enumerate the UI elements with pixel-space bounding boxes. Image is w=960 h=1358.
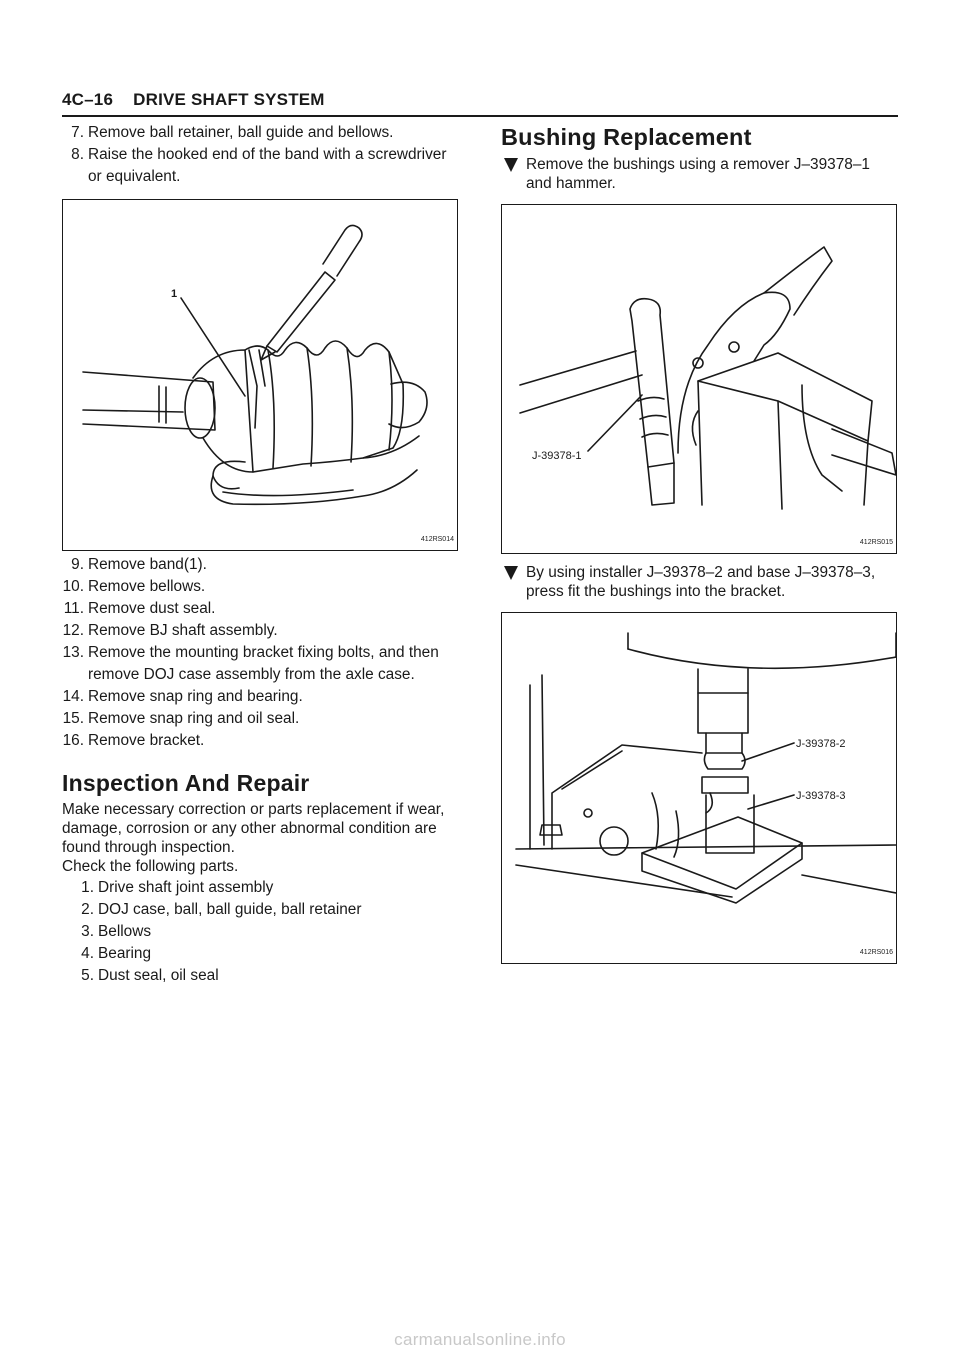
figure1-code: 412RS014 <box>420 536 454 543</box>
step-item <box>62 642 464 686</box>
step-item <box>62 708 464 730</box>
part-item <box>72 899 464 921</box>
page-header <box>62 90 325 110</box>
step-number: 7. <box>71 124 84 141</box>
step-item <box>62 620 464 642</box>
part-text: Drive shaft joint assembly <box>98 879 274 896</box>
steps-list-b <box>62 554 464 752</box>
step-item <box>62 598 464 620</box>
figure-bushing-removal <box>501 204 897 554</box>
part-text: DOJ case, ball, ball guide, ball retainer <box>98 901 362 918</box>
part-item <box>72 965 464 987</box>
part-number: 4. <box>81 945 94 962</box>
step-text: Remove the mounting bracket fixing bolts, and then remove DOJ case assembly from the axle case. <box>88 644 439 683</box>
figure2-code: 412RS015 <box>859 539 893 546</box>
step-number: 16. <box>62 732 84 749</box>
step-number: 8. <box>71 146 84 163</box>
step-text: Remove snap ring and bearing. <box>88 688 303 705</box>
part-number: 1. <box>81 879 94 896</box>
figure3-label-installer: J-39378-2 <box>796 738 846 750</box>
step-number: 12. <box>62 622 84 639</box>
part-number: 2. <box>81 901 94 918</box>
triangle-bullet-icon <box>504 158 518 172</box>
instruction-bullet <box>501 155 898 193</box>
inspection-paragraph: Make necessary correction or parts replacement if wear, damage, corrosion or any other abnormal condition are found through inspection. <box>62 801 445 856</box>
part-item <box>72 877 464 899</box>
inspection-heading: Inspection And Repair <box>62 770 310 796</box>
step-text: Remove bellows. <box>88 578 206 595</box>
parts-list <box>72 877 464 987</box>
figure1-callout: 1 <box>171 288 178 300</box>
step-number: 15. <box>62 710 84 727</box>
part-number: 5. <box>81 967 94 984</box>
figure2-label: J-39378-1 <box>532 450 582 462</box>
bushing-install-illustration <box>502 613 896 963</box>
step-text: Remove snap ring and oil seal. <box>88 710 300 727</box>
step-text: Remove ball retainer, ball guide and bellows. <box>88 124 394 141</box>
step-item <box>62 122 464 144</box>
step-number: 9. <box>71 556 84 573</box>
step-item <box>62 144 464 188</box>
step-item <box>62 554 464 576</box>
step-item <box>62 686 464 708</box>
steps-list-a <box>62 122 464 188</box>
figure3-label-base: J-39378-3 <box>796 790 846 802</box>
step-text: Remove BJ shaft assembly. <box>88 622 278 639</box>
step-item <box>62 730 464 752</box>
footer-watermark[interactable]: carmanualsonline.info <box>394 1330 566 1349</box>
step-text: Raise the hooked end of the band with a screwdriver or equivalent. <box>88 146 447 185</box>
part-number: 3. <box>81 923 94 940</box>
bushing-removal-illustration <box>502 205 896 553</box>
part-item <box>72 921 464 943</box>
part-text: Bellows <box>98 923 152 940</box>
part-text: Dust seal, oil seal <box>98 967 219 984</box>
instruction-bullet <box>501 563 898 601</box>
triangle-bullet-icon <box>504 566 518 580</box>
bushing-heading: Bushing Replacement <box>501 124 752 150</box>
step-text: Remove bracket. <box>88 732 205 749</box>
part-text: Bearing <box>98 945 152 962</box>
inspection-check: Check the following parts. <box>62 858 239 875</box>
section-title: DRIVE SHAFT SYSTEM <box>133 90 325 109</box>
left-column <box>62 122 464 987</box>
band-removal-illustration <box>63 200 457 550</box>
header-rule <box>62 115 898 117</box>
step-text: Remove band(1). <box>88 556 207 573</box>
part-item <box>72 943 464 965</box>
right-column <box>501 122 898 964</box>
bullet-text: By using installer J–39378–2 and base J–39378–3, press fit the bushings into the bracket. <box>526 564 876 600</box>
step-number: 13. <box>62 644 84 661</box>
step-number: 11. <box>63 600 84 617</box>
step-number: 10. <box>62 578 84 595</box>
page-number: 4C–16 <box>62 90 114 109</box>
figure-band-removal <box>62 199 458 551</box>
figure3-code: 412RS016 <box>859 949 893 956</box>
step-number: 14. <box>62 688 84 705</box>
bullet-text: Remove the bushings using a remover J–39378–1 and hammer. <box>526 156 870 192</box>
step-item <box>62 576 464 598</box>
figure-bushing-install <box>501 612 897 964</box>
step-text: Remove dust seal. <box>88 600 216 617</box>
